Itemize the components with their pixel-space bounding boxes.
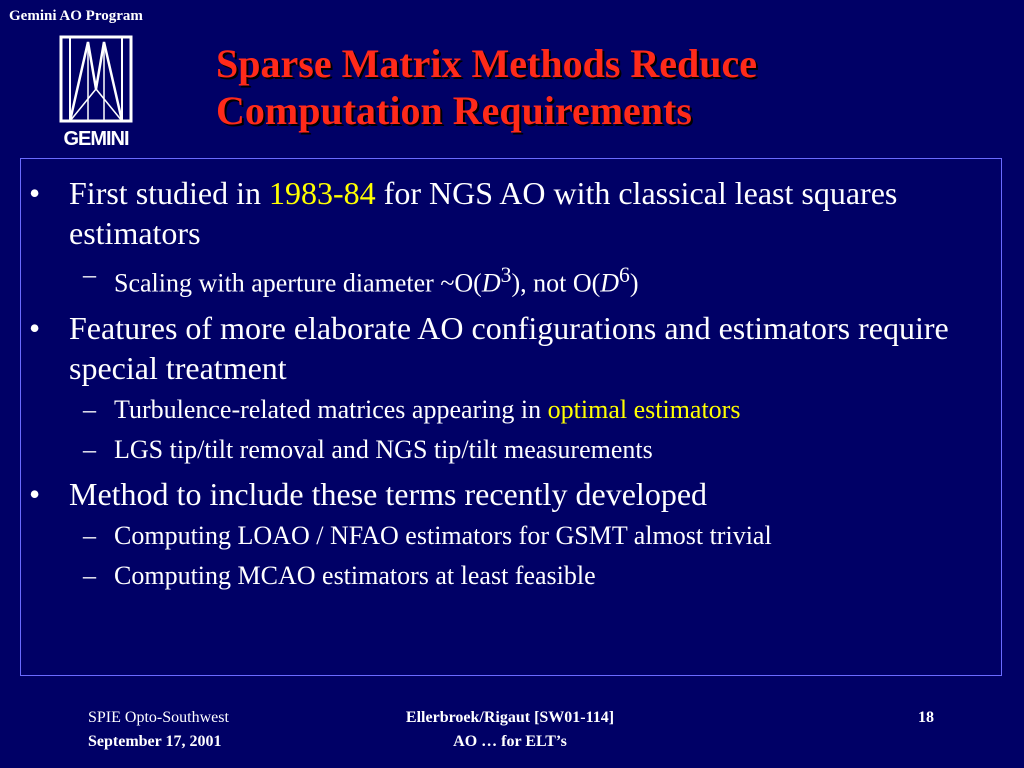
dash-mark: – [83, 434, 96, 464]
footer-conference-name: SPIE Opto-Southwest [88, 709, 229, 726]
sub-text: LGS tip/tilt removal and NGS tip/tilt measurements [114, 434, 653, 464]
title-line-2: Computation Requirements [216, 88, 692, 133]
sub-text: Turbulence-related matrices appearing in [114, 394, 548, 424]
gemini-logo-icon [58, 34, 134, 128]
page-number: 18 [918, 709, 934, 726]
title-line-1: Sparse Matrix Methods Reduce [216, 41, 758, 86]
footer-date: September 17, 2001 [88, 733, 222, 750]
sub-text: Computing MCAO estimators at least feasible [114, 560, 596, 590]
sub-text: Scaling with aperture diameter ~O( [114, 268, 482, 298]
sub-bullet-scaling [21, 259, 1001, 300]
exponent: 6 [619, 263, 630, 287]
variable-d: D [481, 268, 501, 298]
footer-authors-line: Ellerbroek/Rigaut [SW01-114] [405, 709, 615, 726]
sub-bullet-mcao [21, 560, 1001, 592]
bullet-mark: • [29, 475, 41, 512]
bullet-text: Method to include these terms recently developed [69, 475, 708, 512]
footer-authors [350, 706, 670, 754]
content-box [20, 158, 1002, 676]
bullet-mark: • [29, 175, 41, 211]
variable-d: D [600, 268, 620, 298]
bullet-features [21, 308, 1001, 388]
program-label: Gemini AO Program [9, 8, 143, 24]
highlight-optimal-estimators: optimal estimators [547, 394, 741, 424]
dash-mark: – [83, 394, 96, 424]
bullet-list [21, 173, 1001, 600]
dash-mark: – [83, 560, 96, 590]
sub-text: ), not O( [511, 268, 601, 298]
footer-conference [88, 706, 229, 754]
logo-text: GEMINI [63, 128, 129, 150]
sub-bullet-loao [21, 520, 1001, 552]
sub-text: Computing LOAO / NFAO estimators for GSMT almost trivial [114, 520, 772, 550]
sub-bullet-lgs [21, 434, 1001, 466]
highlight-years: 1983-84 [269, 175, 376, 211]
footer-topic-line: AO … for ELT’s [453, 733, 567, 750]
dash-mark: – [83, 520, 96, 550]
sub-bullet-turbulence [21, 394, 1001, 426]
bullet-method [21, 474, 1001, 514]
exponent: 3 [500, 263, 512, 287]
bullet-mark: • [29, 309, 41, 346]
slide-title [216, 40, 976, 134]
bullet-first-studied [21, 173, 1001, 253]
dash-mark: – [83, 260, 96, 289]
bullet-text: First studied in [69, 175, 270, 211]
bullet-text: Features of more elaborate AO configurations and estimators require special treatment [69, 309, 949, 386]
gemini-logo [58, 34, 134, 150]
bullet-text: for NGS AO with classical least squares estimators [69, 175, 898, 251]
sub-text: ) [629, 268, 639, 298]
